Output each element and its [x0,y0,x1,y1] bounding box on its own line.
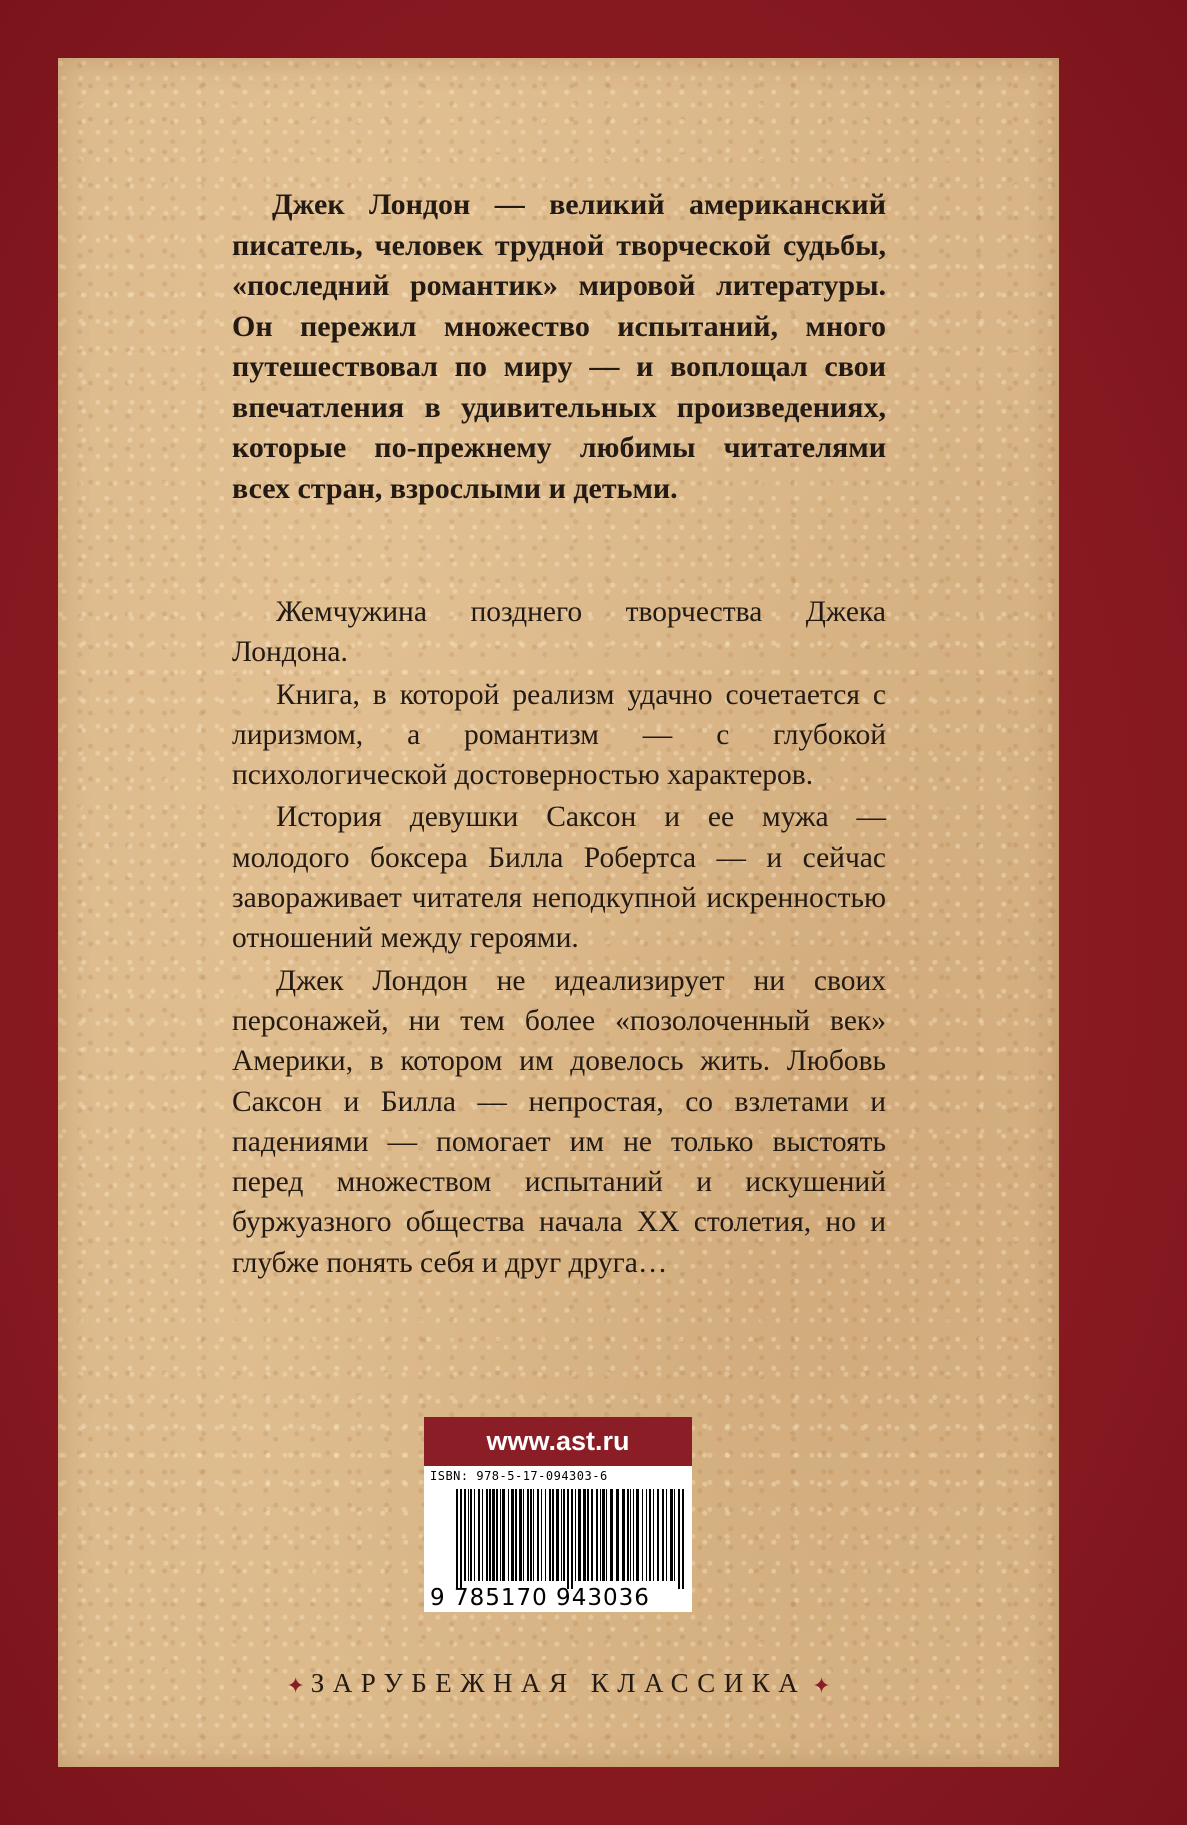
paragraph-3: История девушки Саксон и ее мужа — молодого боксера Билла Робертса — и сейчас завораживает читателя неподкупной искренностью отношений между героями. [232,801,886,955]
isbn-label: ISBN: 978-5-17-094303-6 [430,1469,608,1483]
website-label: www.ast.ru [424,1417,692,1466]
intro-paragraph: Джек Лондон — великий американский писатель, человек трудной творческой судьбы, «последний романтик» мировой литературы. Он пережил множество испытаний, много путешествовал по миру — и воплощал свои впечатления в удивительных произведениях, которые по-прежнему любимы читателями всех стран, взрослыми и детьми. [232,188,886,505]
ornament-right-icon: ✦ [812,1672,831,1698]
series-title-text: ЗАРУБЕЖНАЯ КЛАССИКА [310,1668,807,1698]
barcode-icon [456,1489,686,1589]
barcode-block [424,1417,692,1612]
paragraph-2: Книга, в которой реализм удачно сочетается с лиризмом, а романтизм — с глубокой психологической достоверностью характеров. [232,678,886,792]
barcode-digits: 9 785170 943036 [430,1585,650,1611]
series-title [58,1668,1059,1699]
paragraph-1: Жемчужина позднего творчества Джека Лондона. [232,596,886,669]
annotation-text [232,592,886,1285]
ornament-left-icon: ✦ [286,1672,305,1698]
paragraph-4: Джек Лондон не идеализирует ни своих персонажей, ни тем более «позолоченный век» Америки, в котором им довелось жить. Любовь Саксон и Билла — непростая, со взлетами и падениями — помогает им не только выстоять перед множеством испытаний и искушений буржуазного общества начала XX столетия, но и глубже понять себя и друг друга… [232,964,886,1279]
